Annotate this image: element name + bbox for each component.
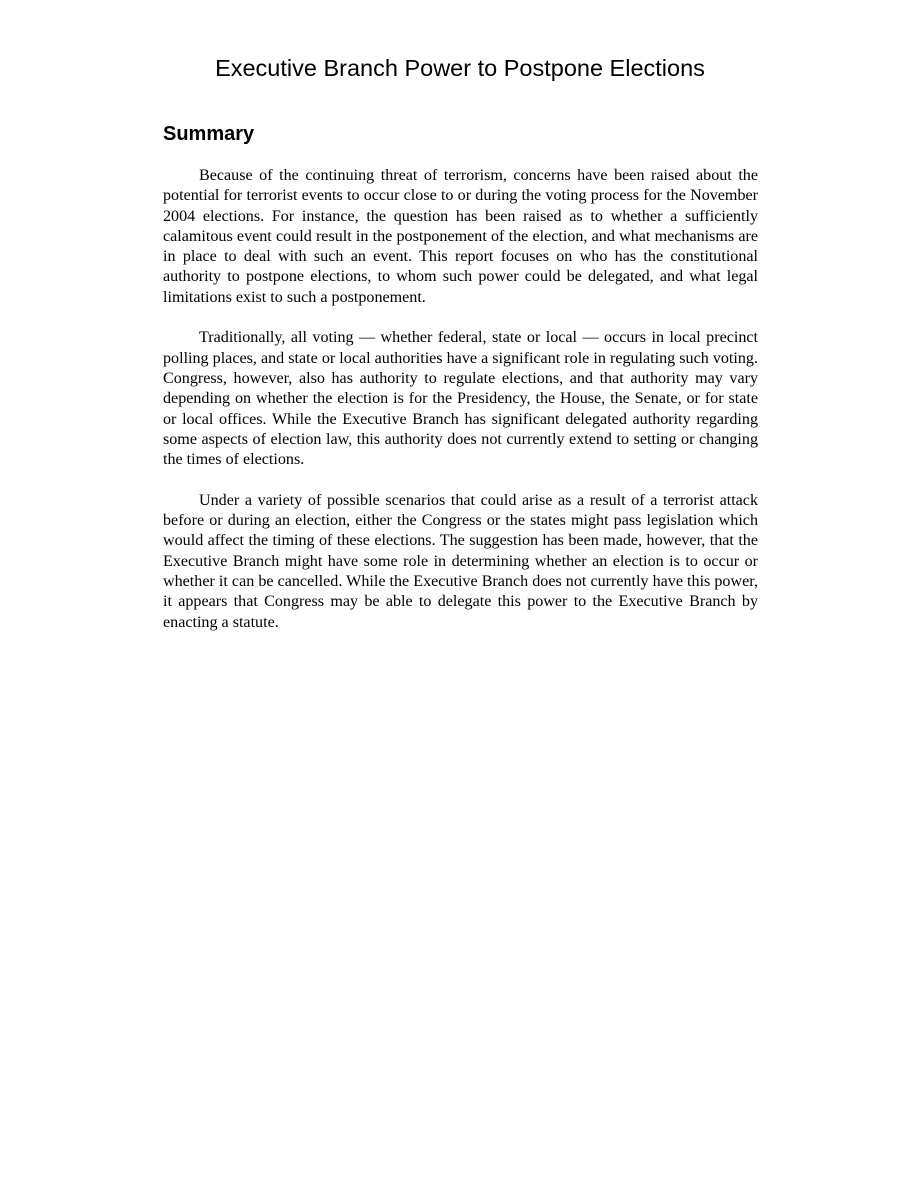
section-heading-summary: Summary <box>163 123 255 145</box>
document-title: Executive Branch Power to Postpone Elections <box>215 55 705 81</box>
summary-paragraph-3: Under a variety of possible scenarios that could arise as a result of a terrorist attack before or during an election, either the Congress or the states might pass legislation which would affect the timing of these elections. The suggestion has been made, however, that the Executive Branch might have some role in determining whether an election is to occur or whether it can be cancelled. While the Executive Branch does not currently have this power, it appears that Congress may be able to delegate this power to the Executive Branch by enacting a statute. <box>163 491 758 631</box>
summary-paragraph-2: Traditionally, all voting — whether federal, state or local — occurs in local precinct polling places, and state or local authorities have a significant role in regulating such voting. Congress, however, also has authority to regulate elections, and that authority may vary depending on whether the election is for the Presidency, the House, the Senate, or for state or local offices. While the Executive Branch has significant delegated authority regarding some aspects of election law, this authority does not currently extend to setting or changing the times of elections. <box>163 329 758 469</box>
summary-body <box>163 166 758 653</box>
summary-paragraph-1: Because of the continuing threat of terrorism, concerns have been raised about the potential for terrorist events to occur close to or during the voting process for the November 2004 elections. For instance, the question has been raised as to whether a sufficiently calamitous event could result in the postponement of the election, and what mechanisms are in place to deal with such an event. This report focuses on who has the constitutional authority to postpone elections, to whom such power could be delegated, and what legal limitations exist to such a postponement. <box>163 167 758 306</box>
